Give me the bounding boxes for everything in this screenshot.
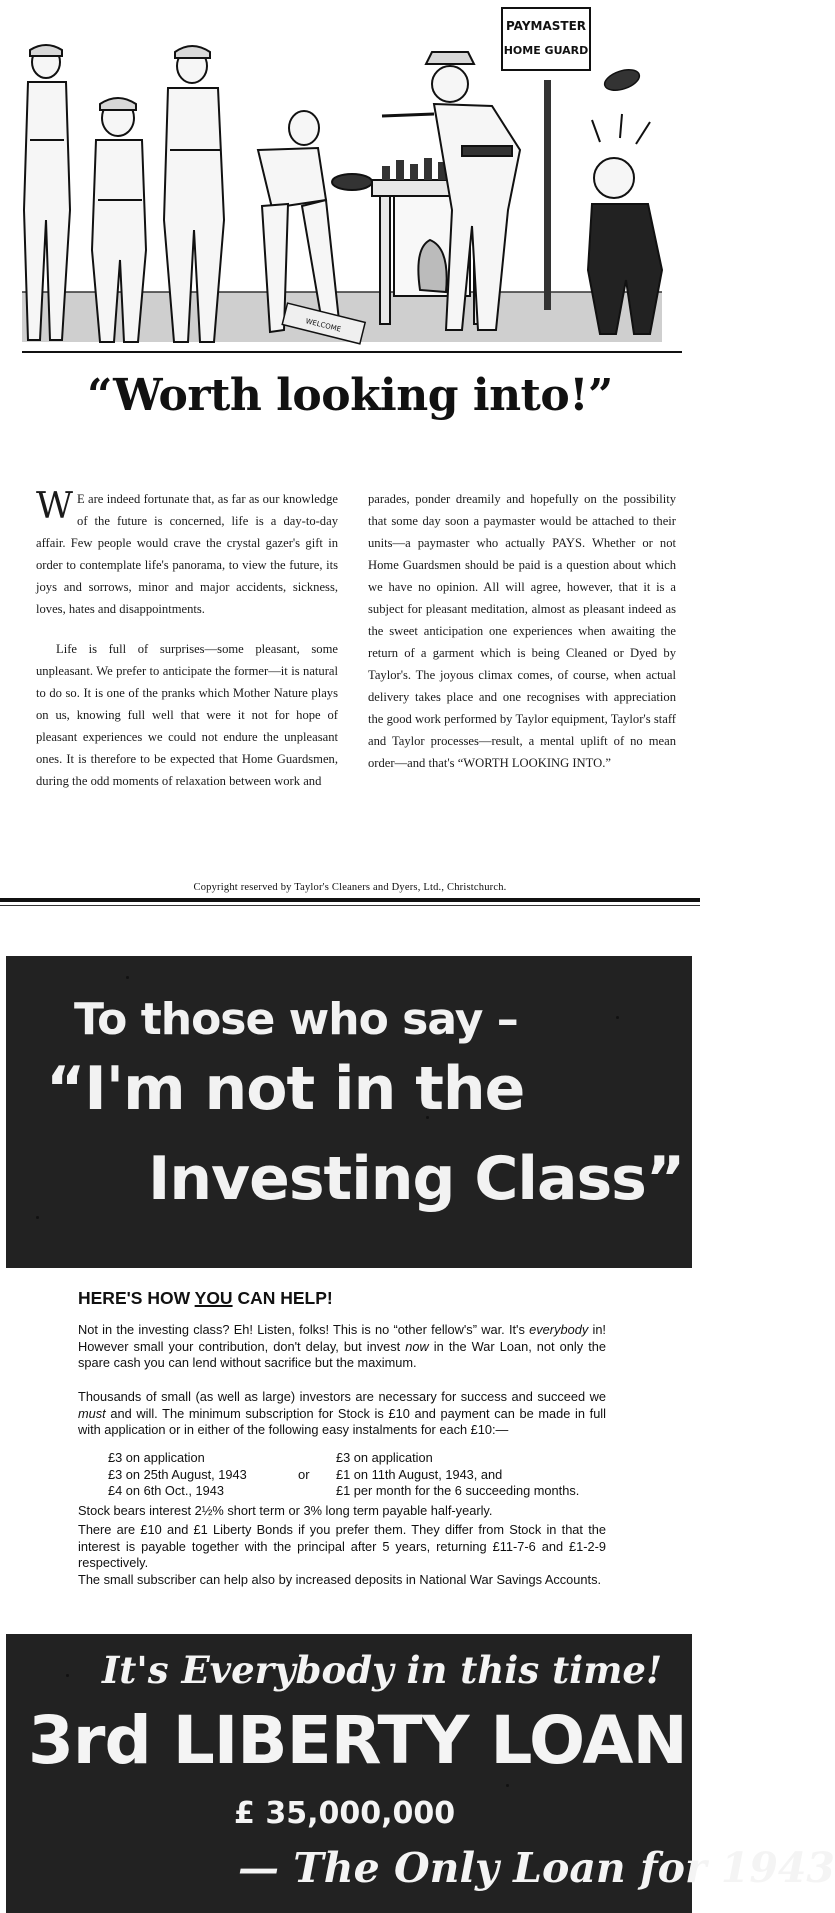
banner-line-1: To those who say – xyxy=(74,994,518,1045)
banner-liberty-loan xyxy=(6,1634,835,1913)
article-paragraph xyxy=(36,488,338,620)
text-run: in! However small your contribution, don't delay, but invest xyxy=(78,1322,606,1354)
loan-paragraph xyxy=(78,1322,606,1372)
banner-line-3: Investing Class” xyxy=(148,1144,685,1214)
instalment-item: £3 on application xyxy=(108,1450,205,1465)
help-heading-part: CAN HELP! xyxy=(232,1288,333,1308)
section-divider xyxy=(0,898,700,902)
drop-cap: W xyxy=(36,486,74,527)
help-heading-part: HERE'S HOW xyxy=(78,1288,195,1308)
article-paragraph: parades, ponder dreamily and hopefully on the possibility that some day soon a paymaster would be attached to their units—a paymaster who actually PAYS. Whether or not Home Guardsmen should be paid is a question about which we have no opinion. All will agree, however, that it is a subject for pleasant meditation, almost as pleasant indeed as the sweet anticipation one experiences when awaiting the return of a garment which is being Cleaned or Dyed by Taylor's. The joyous climax comes, of course, when actual delivery takes place and one recognises with appreciation the good work performed by Taylor equipment, Taylor's staff and Taylor processes—result, a mental uplift of no mean order—and that's “WORTH LOOKING INTO.” xyxy=(368,492,676,770)
section-divider-thin xyxy=(0,905,700,906)
text-emphasis: everybody xyxy=(529,1322,589,1337)
hat-held xyxy=(332,174,372,190)
loan-paragraph xyxy=(78,1389,606,1439)
article-column-right xyxy=(368,488,676,792)
paragraph-text: E are indeed fortunate that, as far as our knowledge of the future is concerned, life is a day-to-day affair. Few people would crave the crystal gazer's gift in order to contemplate life's panorama, to view the future, its joys and sorrows, minor and major accidents, sickness, loves, hates and disappointments. xyxy=(36,492,338,616)
loan-paragraph: Stock bears interest 2½% short term or 3% long term payable half-yearly. xyxy=(78,1503,493,1518)
instalment-item: £3 on application xyxy=(336,1450,433,1465)
help-heading-you: YOU xyxy=(194,1288,233,1308)
instalment-item: £3 on 25th August, 1943 xyxy=(108,1466,247,1482)
article-column-left xyxy=(36,488,338,810)
loan-tagline: — The Only Loan for 1943 xyxy=(238,1844,835,1892)
help-heading xyxy=(78,1288,333,1309)
instalment-item: £1 per month for the 6 succeeding months. xyxy=(336,1483,580,1498)
instalment-item: £1 on 11th August, 1943, and xyxy=(336,1466,503,1482)
banner-line-2: “I'm not in the xyxy=(46,1054,525,1124)
text-emphasis: must xyxy=(78,1405,106,1421)
text-run: and will. The minimum subscription for Stock is £10 and payment can be made in full with application or in either of the following easy instalments for each £10:— xyxy=(78,1405,606,1437)
loan-title: 3rd LIBERTY LOAN xyxy=(28,1702,687,1779)
loan-amount: £ 35,000,000 xyxy=(234,1796,456,1831)
slogan: It's Everybody in this time! xyxy=(102,1648,663,1692)
instalment-plan-a xyxy=(108,1450,247,1500)
instalment-or: or xyxy=(298,1467,310,1482)
banner-investing-class xyxy=(6,956,692,1268)
svg-text:PAYMASTER: PAYMASTER xyxy=(505,19,587,33)
svg-text:WELCOME: WELCOME xyxy=(304,317,342,334)
loan-paragraph: There are £10 and £1 Liberty Bonds if you prefer them. They differ from Stock in that the interest is payable together with the principal after 5 years, returning £11-7-6 and £1-2-9 respectively. xyxy=(78,1522,606,1570)
article-paragraph: Life is full of surprises—some pleasant, some unpleasant. We prefer to anticipate the former—it is natural to do so. It is one of the pranks which Mother Nature plays on us, knowing full well that were it not for hope of pleasant experiences we could not endure the unpleasant ones. It is therefore to be expected that Home Guardsmen, during the odd moments of relaxation between work and xyxy=(36,642,338,788)
instalment-plan-b xyxy=(336,1450,579,1500)
loan-paragraph: The small subscriber can help also by increased deposits in National War Savings Accounts. xyxy=(78,1572,602,1587)
svg-text:HOME GUARD: HOME GUARD xyxy=(503,44,589,57)
text-run: Thousands of small (as well as large) investors are necessary for success and succeed we xyxy=(78,1389,606,1404)
text-run: Not in the investing class? Eh! Listen, folks! This is no “other fellow's” war. It's xyxy=(78,1322,530,1337)
text-run: in the War Loan, not only the spare cash you can lend without sacrifice but the maximum. xyxy=(78,1338,606,1370)
page-title: “Worth looking into!” xyxy=(87,370,613,421)
instalment-item: £4 on 6th Oct., 1943 xyxy=(108,1483,224,1498)
text-emphasis: now xyxy=(405,1338,429,1354)
cartoon-illustration xyxy=(22,0,682,360)
copyright-notice: Copyright reserved by Taylor's Cleaners and Dyers, Ltd., Christchurch. xyxy=(193,882,507,893)
